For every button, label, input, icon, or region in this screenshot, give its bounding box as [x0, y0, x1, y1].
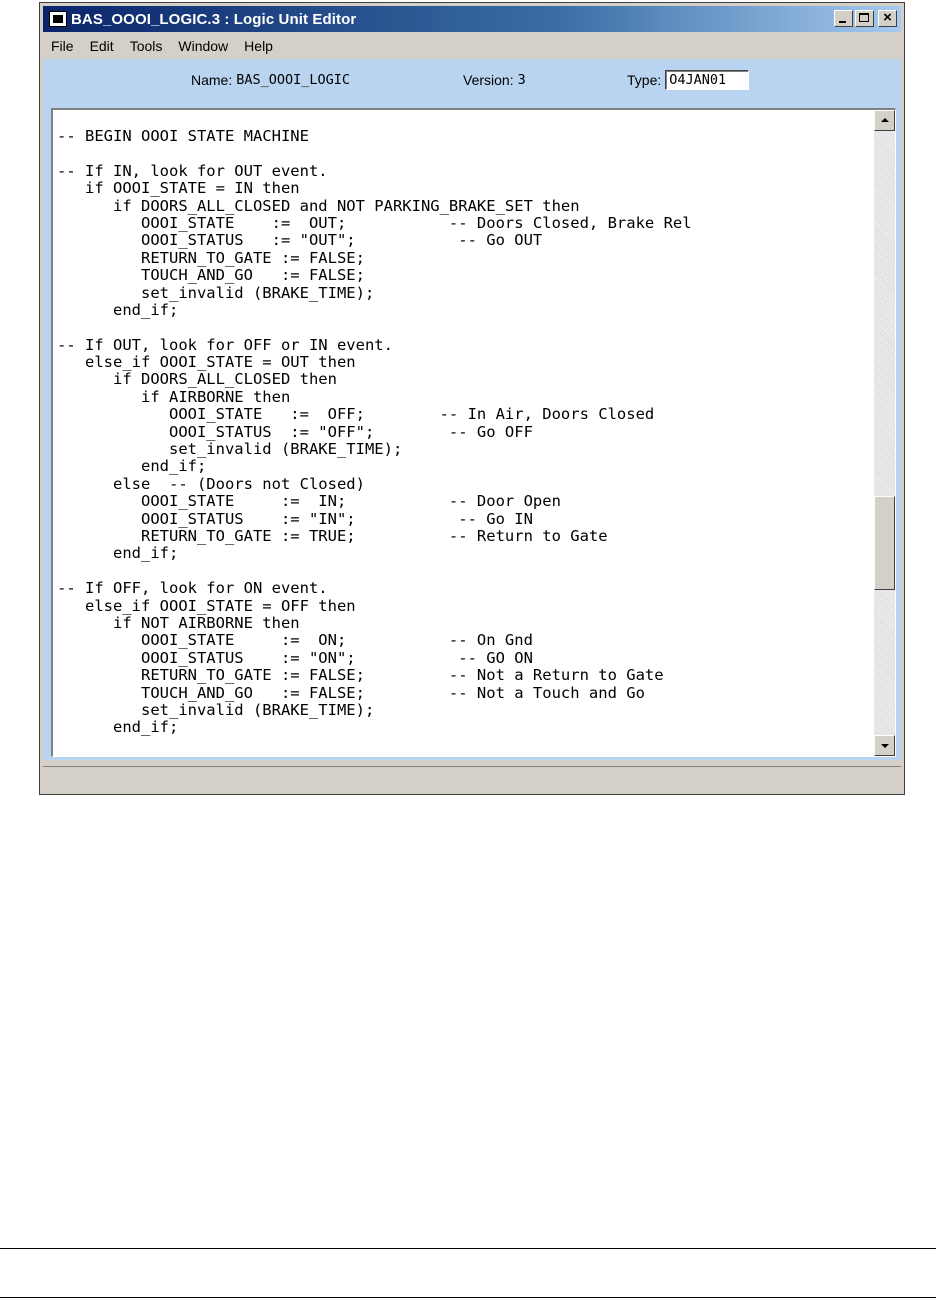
- name-field: [191, 69, 350, 91]
- code-line: -- If IN, look for OUT event.: [57, 161, 328, 180]
- menu-window[interactable]: Window: [178, 38, 229, 54]
- type-field: [627, 69, 749, 91]
- code-line: set_invalid (BRAKE_TIME);: [57, 700, 375, 719]
- code-line: if DOORS_ALL_CLOSED and NOT PARKING_BRAKE_SET then: [57, 196, 580, 215]
- arrow-down-icon: [881, 744, 889, 748]
- code-line: -- If OFF, look for ON event.: [57, 579, 328, 598]
- code-line: else_if OOOI_STATE = OFF then: [57, 596, 356, 615]
- code-line: RETURN_TO_GATE := TRUE; -- Return to Gate: [57, 526, 608, 545]
- menu-edit[interactable]: Edit: [89, 38, 114, 54]
- type-label: Type:: [627, 72, 662, 88]
- close-button[interactable]: [878, 10, 897, 27]
- code-line: OOOI_STATUS := "IN"; -- Go IN: [57, 509, 533, 528]
- code-line: OOOI_STATE := ON; -- On Gnd: [57, 631, 533, 650]
- code-line: if AIRBORNE then: [57, 387, 291, 406]
- version-value: 3: [517, 72, 526, 88]
- window-title: BAS_OOOI_LOGIC.3 : Logic Unit Editor: [71, 10, 357, 28]
- code-line: TOUCH_AND_GO := FALSE; -- Not a Touch and Go: [57, 683, 645, 702]
- version-field: [463, 69, 526, 91]
- name-value: BAS_OOOI_LOGIC: [236, 72, 351, 88]
- code-line: [57, 145, 871, 162]
- code-line: RETURN_TO_GATE := FALSE;: [57, 248, 365, 267]
- code-line: TOUCH_AND_GO := FALSE;: [57, 266, 365, 285]
- type-input[interactable]: O4JAN01: [665, 70, 749, 90]
- minimize-icon: [839, 21, 846, 23]
- arrow-up-icon: [881, 118, 889, 122]
- code-line: end_if;: [57, 544, 179, 563]
- code-text[interactable]: [57, 128, 871, 756]
- logic-unit-editor-window: [39, 2, 905, 795]
- scroll-down-button[interactable]: [874, 735, 895, 756]
- code-line: OOOI_STATE := OUT; -- Doors Closed, Brake Rel: [57, 213, 692, 232]
- maximize-button[interactable]: [855, 10, 874, 27]
- editor-panel: [43, 106, 901, 760]
- code-line: OOOI_STATUS := "ON"; -- GO ON: [57, 648, 533, 667]
- page-rule-bottom: [0, 1297, 936, 1298]
- page-rule-top: [0, 1248, 936, 1249]
- code-line: end_if;: [57, 457, 207, 476]
- title-bar[interactable]: [43, 6, 901, 32]
- code-line: if DOORS_ALL_CLOSED then: [57, 370, 337, 389]
- code-line: OOOI_STATUS := "OUT"; -- Go OUT: [57, 231, 543, 250]
- menu-file[interactable]: File: [51, 38, 74, 54]
- code-line: end_if;: [57, 300, 179, 319]
- close-icon: ×: [883, 9, 892, 26]
- code-line: -- BEGIN OOOI STATE MACHINE: [57, 128, 309, 145]
- scroll-up-button[interactable]: [874, 110, 895, 131]
- status-bar: [43, 766, 901, 793]
- code-line: else -- (Doors not Closed): [57, 474, 365, 493]
- code-line: OOOI_STATE := IN; -- Door Open: [57, 492, 561, 511]
- code-line: set_invalid (BRAKE_TIME);: [57, 283, 375, 302]
- code-line: -- If OUT, look for OFF or IN event.: [57, 335, 393, 354]
- version-label: Version:: [463, 72, 514, 88]
- name-label: Name:: [191, 72, 233, 88]
- code-line: end_if;: [57, 718, 179, 737]
- menu-bar: [43, 34, 901, 58]
- code-line: set_invalid (BRAKE_TIME);: [57, 440, 403, 459]
- code-editor[interactable]: [51, 108, 896, 757]
- code-line: OOOI_STATUS := "OFF"; -- Go OFF: [57, 422, 533, 441]
- code-line: OOOI_STATE := OFF; -- In Air, Doors Closed: [57, 405, 655, 424]
- code-line: RETURN_TO_GATE := FALSE; -- Not a Return to Gate: [57, 666, 664, 685]
- maximize-icon: [859, 13, 869, 22]
- code-line: if NOT AIRBORNE then: [57, 613, 300, 632]
- minimize-button[interactable]: [834, 10, 853, 27]
- window-controls: [834, 10, 897, 27]
- vertical-scrollbar[interactable]: [874, 110, 895, 756]
- application-icon[interactable]: [49, 11, 67, 27]
- code-line: if OOOI_STATE = IN then: [57, 179, 300, 198]
- code-line: else_if OOOI_STATE = OUT then: [57, 353, 356, 372]
- menu-help[interactable]: Help: [244, 38, 273, 54]
- code-line: [57, 319, 871, 336]
- unit-info-bar: [43, 59, 901, 106]
- menu-tools[interactable]: Tools: [129, 38, 163, 54]
- scroll-thumb[interactable]: [874, 496, 895, 590]
- code-line: [57, 563, 871, 580]
